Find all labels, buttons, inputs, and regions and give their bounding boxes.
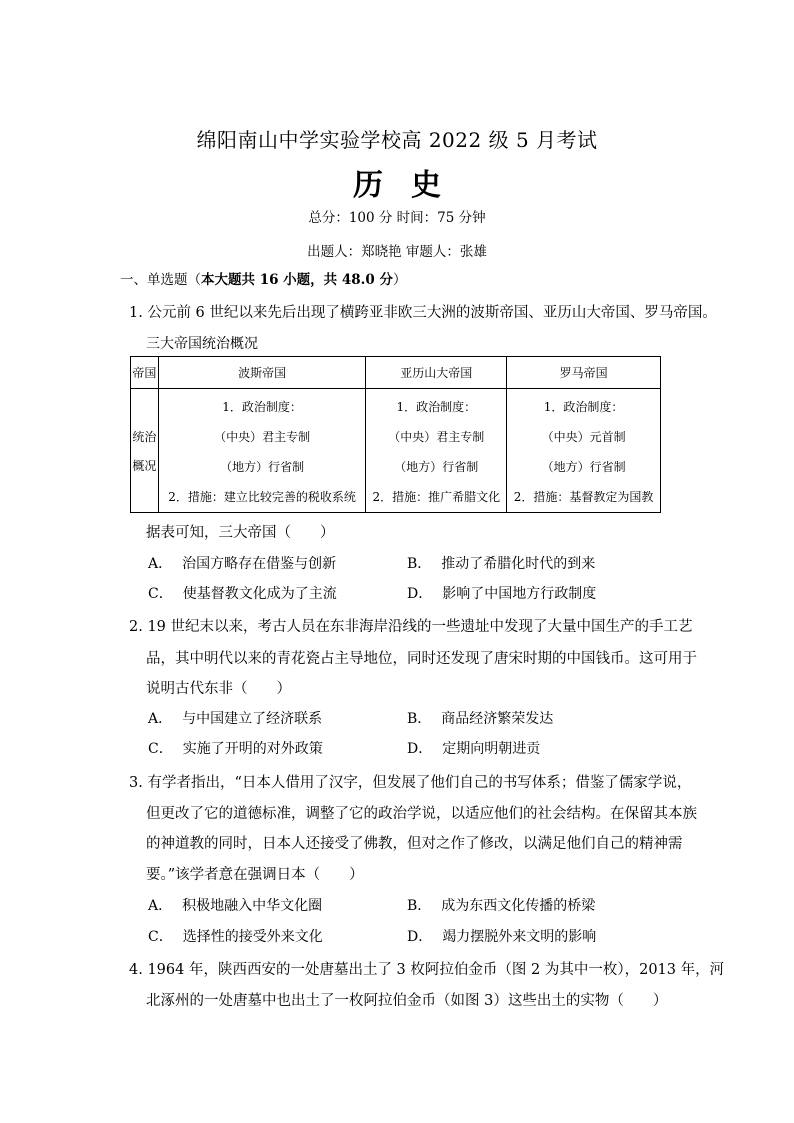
option-text: 推动了希腊化时代的到来	[441, 556, 596, 572]
table-cell-persia	[158, 389, 366, 513]
table-row	[131, 389, 661, 513]
option-b	[407, 895, 595, 915]
table-header-cell: 亚历山大帝国	[366, 357, 507, 389]
option-a	[148, 708, 322, 728]
question-4-line-2: 北涿州的一处唐墓中也出土了一枚阿拉伯金币（如图 3）这些出土的实物（ ）	[146, 993, 668, 1009]
option-label: B．	[407, 556, 432, 572]
question-2-line-3: 说明古代东非（ ）	[146, 681, 291, 697]
question-3-line-2: 但更改了它的道德标准，调整了它的政治学说，以适应他们的社会结构。在保留其本族	[146, 806, 697, 822]
cell-line: 1．政治制度：	[396, 399, 477, 414]
setter-info: 出题人：郑晓艳 审题人：张雄	[307, 244, 487, 260]
option-label: C．	[148, 586, 173, 602]
option-label: B．	[407, 711, 432, 727]
option-text: 竭力摆脱外来文明的影响	[442, 929, 597, 945]
option-c	[148, 738, 323, 758]
row-header-text: 统治	[132, 429, 157, 444]
option-text: 与中国建立了经济联系	[182, 711, 323, 727]
cell-line: 1．政治制度：	[222, 399, 302, 414]
exam-info: 总分：100 分 时间：75 分钟	[308, 210, 486, 226]
cell-line: （地方）行省制	[394, 459, 479, 474]
cell-line: 1．政治制度：	[543, 399, 624, 414]
option-label: A．	[148, 711, 173, 727]
option-c	[148, 583, 337, 603]
option-a	[148, 553, 336, 573]
table-header-cell: 波斯帝国	[158, 357, 366, 389]
section-suffix: ）	[392, 272, 407, 288]
question-1-stem: 据表可知，三大帝国（ ）	[146, 525, 335, 541]
option-text: 成为东西文化传播的桥梁	[441, 898, 596, 914]
option-text: 实施了开明的对外政策	[182, 741, 323, 757]
school-title: 绵阳南山中学实验学校高 2022 级 5 月考试	[196, 128, 598, 152]
question-3-line-1: 3. 有学者指出，“日本人借用了汉字，但发展了他们自己的书写体系；借鉴了儒家学说，	[129, 775, 692, 791]
table-cell-rome	[507, 389, 661, 513]
cell-line: （地方）行省制	[220, 459, 305, 474]
cell-line: （中央）君主专制	[214, 429, 311, 444]
option-label: D．	[407, 929, 433, 945]
option-b	[407, 708, 553, 728]
option-label: A．	[148, 556, 173, 572]
row-header-cell	[131, 389, 159, 513]
option-text: 定期向明朝进贡	[442, 741, 541, 757]
option-d	[407, 738, 540, 758]
option-text: 使基督教文化成为了主流	[182, 586, 337, 602]
cell-line: 2．措施：基督教定为国教	[513, 489, 654, 504]
cell-line: 2．措施：推广希腊文化	[372, 489, 501, 504]
option-c	[148, 926, 323, 946]
option-text: 选择性的接受外来文化	[182, 929, 323, 945]
question-2-line-2: 品，其中明代以来的青花瓷占主导地位，同时还发现了唐宋时期的中国钱币。这可用于	[146, 651, 697, 667]
cell-line: （中央）元首制	[541, 429, 626, 444]
section-bold: 本大题共 16 小题，共 48.0 分	[201, 272, 393, 288]
option-label: B．	[407, 898, 432, 914]
option-label: D．	[407, 586, 433, 602]
table-cell-alexander	[366, 389, 507, 513]
question-4-line-1: 4. 1964 年，陕西西安的一处唐墓出土了 3 枚阿拉伯金币（图 2 为其中一枚），2013 年，河	[129, 962, 725, 978]
empires-table	[130, 356, 661, 513]
option-d	[407, 583, 596, 603]
section-heading	[120, 268, 406, 288]
question-2-line-1: 2. 19 世纪末以来，考古人员在东非海岸沿线的一些遗址中发现了大量中国生产的手工艺	[129, 619, 693, 635]
question-3-line-4: 要。”该学者意在强调日本（ ）	[146, 867, 364, 883]
subject-title: 历史	[353, 168, 469, 203]
option-label: D．	[407, 741, 433, 757]
cell-line: （中央）君主专制	[388, 429, 485, 444]
table-header-cell: 罗马帝国	[507, 357, 661, 389]
table-header-cell: 帝国	[131, 357, 159, 389]
option-d	[407, 926, 596, 946]
row-header-text: 概况	[132, 458, 157, 473]
option-a	[148, 895, 322, 915]
option-b	[407, 553, 595, 573]
option-label: C．	[148, 929, 173, 945]
cell-line: 2．措施：建立比较完善的税收系统	[168, 489, 356, 504]
option-text: 商品经济繁荣发达	[441, 711, 554, 727]
option-label: A．	[148, 898, 173, 914]
option-label: C．	[148, 741, 173, 757]
section-prefix: 一、单选题（	[120, 272, 201, 288]
table-title: 三大帝国统治概况	[146, 336, 258, 352]
cell-line: （地方）行省制	[541, 459, 626, 474]
option-text: 治国方略存在借鉴与创新	[182, 556, 337, 572]
question-1-line-1: 1. 公元前 6 世纪以来先后出现了横跨亚非欧三大洲的波斯帝国、亚历山大帝国、罗马帝国。	[129, 305, 717, 321]
option-text: 积极地融入中华文化圈	[182, 898, 323, 914]
question-3-line-3: 的神道教的同时，日本人还接受了佛教，但对之作了修改，以满足他们自己的精神需	[146, 836, 683, 852]
table-header-row	[131, 357, 661, 389]
option-text: 影响了中国地方行政制度	[442, 586, 597, 602]
